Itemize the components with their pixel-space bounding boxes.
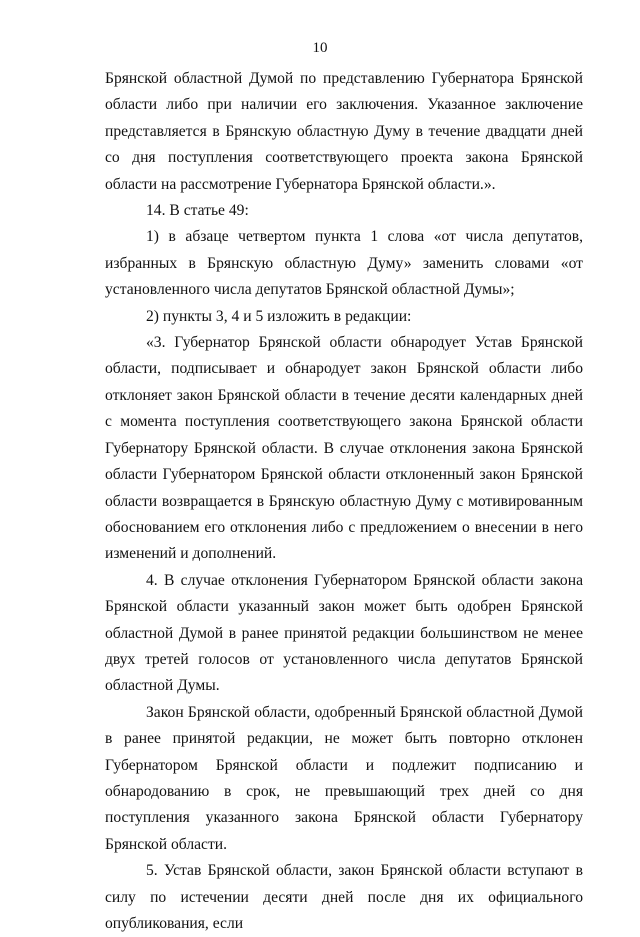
paragraph-subitem-2: 2) пункты 3, 4 и 5 изложить в редакции: (146, 307, 412, 325)
paragraph-subitem-1: 1) в абзаце четвертом пункта 1 слова «от числа депутатов, избранных в Брянскую областную Думу» заменить словами «от установленного числа депутатов Брянской областной Думы»; (105, 228, 583, 299)
paragraph-clause-5: 5. Устав Брянской области, закон Брянской области вступают в силу по истечении десяти дней после дня их официального опубликования, если (105, 862, 583, 932)
paragraph-clause-4-continued: Закон Брянской области, одобренный Брянской областной Думой в ранее принятой редакции, не может быть повторно отклонен Губернатором Брянской области и подлежит подписанию и обнародованию в срок, не превышающий трех дней со дня поступления указанного закона Брянской области Губернатору Брянской области. (105, 703, 583, 853)
page-number: 10 (312, 40, 328, 56)
document-body (105, 66, 583, 937)
paragraph-clause-4: 4. В случае отклонения Губернатором Брянской области закона Брянской области указанный закон может быть одобрен Брянской областной Думой в ранее принятой редакции большинством не менее двух третей голосов от установленного числа депутатов Брянской областной Думы. (105, 571, 583, 695)
paragraph-clause-3: «3. Губернатор Брянской области обнародует Устав Брянской области, подписывает и обнародует закон Брянской области либо отклоняет закон Брянской области в течение десяти календарных дней с момента поступления соответствующего закона Брянской области Губернатору Брянской области. В случае отклонения закона Брянской области Губернатором Брянской области отклоненный закон Брянской области возвращается в Брянскую областную Думу с мотивированным обоснованием его отклонения либо с предложением о внесении в него изменений и дополнений. (105, 334, 583, 563)
paragraph-continuation: Брянской областной Думой по представлению Губернатора Брянской области либо при наличии его заключения. Указанное заключение представляется в Брянскую областную Думу в течение двадцати дней со дня поступления соответствующего проекта закона Брянской области на рассмотрение Губернатора Брянской области.». (105, 70, 583, 193)
paragraph-item-14: 14. В статье 49: (146, 202, 249, 220)
